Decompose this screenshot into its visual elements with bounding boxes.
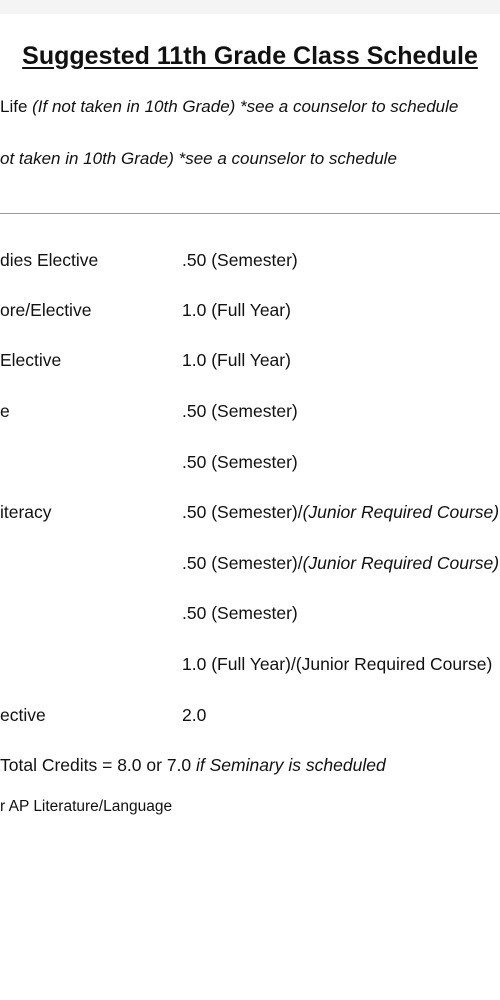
total-credits-text: Total Credits = 8.0 or 7.0 [0, 755, 197, 775]
total-credits-note: if Seminary is scheduled [196, 755, 386, 775]
row-1-credit: .50 (Semester) [182, 250, 298, 270]
note-line-1 [0, 97, 458, 117]
row-10-course: ective [0, 705, 46, 725]
row-7-credit [182, 553, 499, 574]
row-2-course: ore/Elective [0, 300, 92, 320]
row-6-credit [182, 502, 499, 523]
row-6-credit-text: .50 (Semester)/ [182, 502, 303, 522]
row-8-credit: .50 (Semester) [182, 603, 298, 623]
row-3-credit: 1.0 (Full Year) [182, 350, 291, 370]
row-4-credit: .50 (Semester) [182, 401, 298, 421]
divider [0, 213, 500, 214]
row-6-course: iteracy [0, 502, 52, 522]
row-10-credit: 2.0 [182, 705, 207, 725]
footnote: r AP Literature/Language [0, 798, 173, 815]
row-1-course: dies Elective [0, 250, 99, 270]
row-9-credit: 1.0 (Full Year)/(Junior Required Course) [182, 654, 493, 674]
page-title: Suggested 11th Grade Class Schedule [22, 42, 478, 70]
row-2-credit: 1.0 (Full Year) [182, 300, 291, 320]
row-6-credit-note: (Junior Required Course) [302, 502, 500, 522]
note-1-text: Life [0, 97, 33, 116]
note-line-2: ot taken in 10th Grade) *see a counselor to schedule [0, 149, 397, 168]
top-bar [0, 0, 500, 14]
row-3-course: Elective [0, 350, 62, 370]
total-credits [0, 755, 386, 776]
row-7-credit-note: (Junior Required Course) [302, 553, 500, 573]
row-4-course: e [0, 401, 10, 421]
note-1-italic: (If not taken in 10th Grade) *see a counselor to schedule [32, 97, 459, 116]
row-5-credit: .50 (Semester) [182, 452, 298, 472]
row-7-credit-text: .50 (Semester)/ [182, 553, 303, 573]
